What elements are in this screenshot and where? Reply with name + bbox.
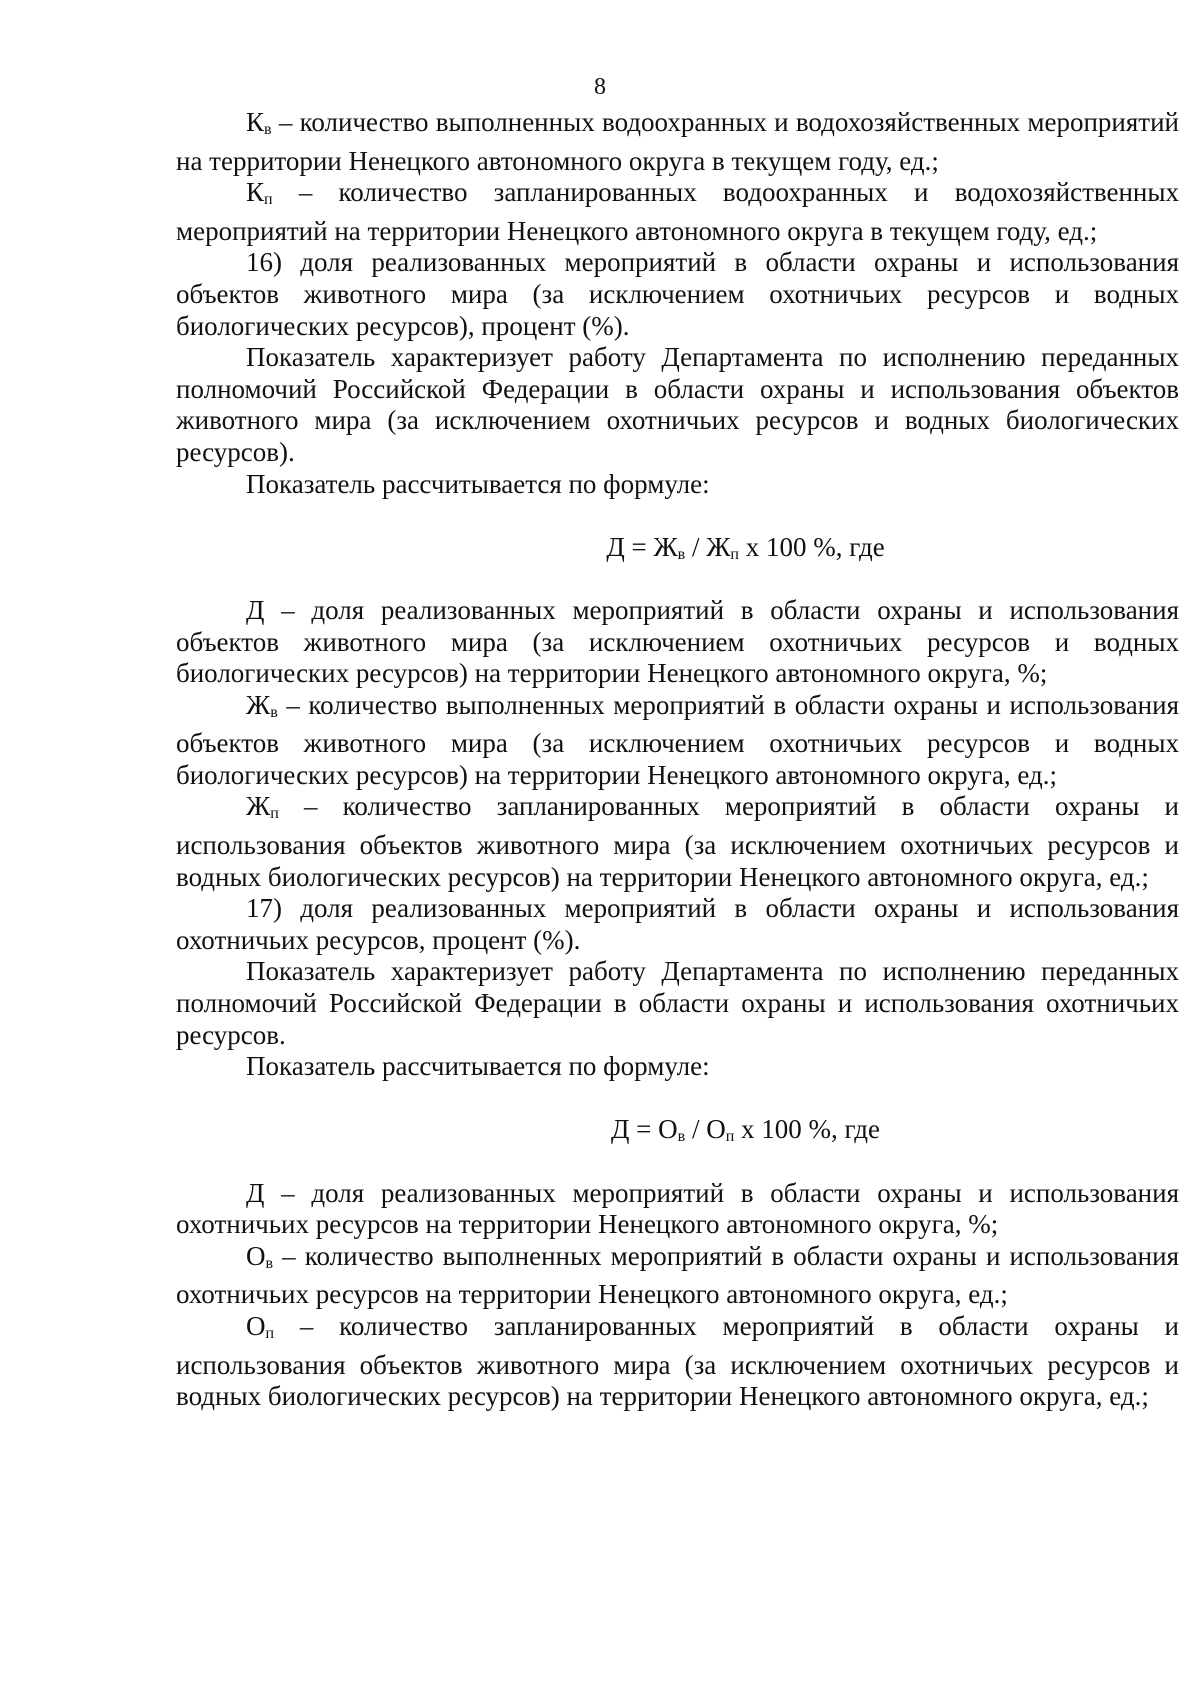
paragraph: Оп – количество запланированных мероприятий в области охраны и использования объектов животного мира (за исключением охотничьих ресурсов и водных биологических ресурсов) на территории Ненецкого автономного округа, ед.; [176,1310,1179,1412]
paragraph: Д – доля реализованных мероприятий в области охраны и использования охотничьих ресурсов на территории Ненецкого автономного округа, %; [176,1177,1179,1240]
paragraph: Жп – количество запланированных мероприятий в области охраны и использования объектов животного мира (за исключением охотничьих ресурсов и водных биологических ресурсов) на территории Ненецкого автономного округа, ед.; [176,791,1179,892]
document-body [176,107,1179,1413]
paragraph: 16) доля реализованных мероприятий в области охраны и использования объектов животного мира (за исключением охотничьих ресурсов и водных биологических ресурсов), процент (%). [176,247,1179,341]
paragraph: Показатель рассчитывается по формуле: [246,468,710,499]
paragraph: Ов – количество выполненных мероприятий в области охраны и использования охотничьих ресурсов на территории Ненецкого автономного округа, ед.; [176,1240,1179,1310]
paragraph: Д – доля реализованных мероприятий в области охраны и использования объектов животного мира (за исключением охотничьих ресурсов и водных биологических ресурсов) на территории Ненецкого автономного округа, %; [176,594,1179,689]
page-number: 8 [594,74,606,100]
formula: Д = Ов / Оп х 100 %, где [611,1114,880,1146]
paragraph: Показатель характеризует работу Департамента по исполнению переданных полномочий Российской Федерации в области охраны и использования объектов животного мира (за исключением охотничьих ресурсов и водных биологических ресурсов). [176,342,1179,467]
paragraph: Показатель характеризует работу Департамента по исполнению переданных полномочий Российской Федерации в области охраны и использования охотничьих ресурсов. [176,956,1179,1050]
paragraph: Показатель рассчитывается по формуле: [246,1051,710,1082]
paragraph: Кв – количество выполненных водоохранных и водохозяйственных мероприятий на территории Ненецкого автономного округа в текущем году, ед.; [176,107,1179,176]
paragraph: Жв – количество выполненных мероприятий в области охраны и использования объектов животного мира (за исключением охотничьих ресурсов и водных биологических ресурсов) на территории Ненецкого автономного округа, ед.; [176,689,1179,790]
paragraph: Кп – количество запланированных водоохранных и водохозяйственных мероприятий на территории Ненецкого автономного округа в текущем году, ед.; [176,177,1179,246]
formula: Д = Жв / Жп х 100 %, где [606,531,885,563]
paragraph: 17) доля реализованных мероприятий в области охраны и использования охотничьих ресурсов, процент (%). [176,893,1179,955]
